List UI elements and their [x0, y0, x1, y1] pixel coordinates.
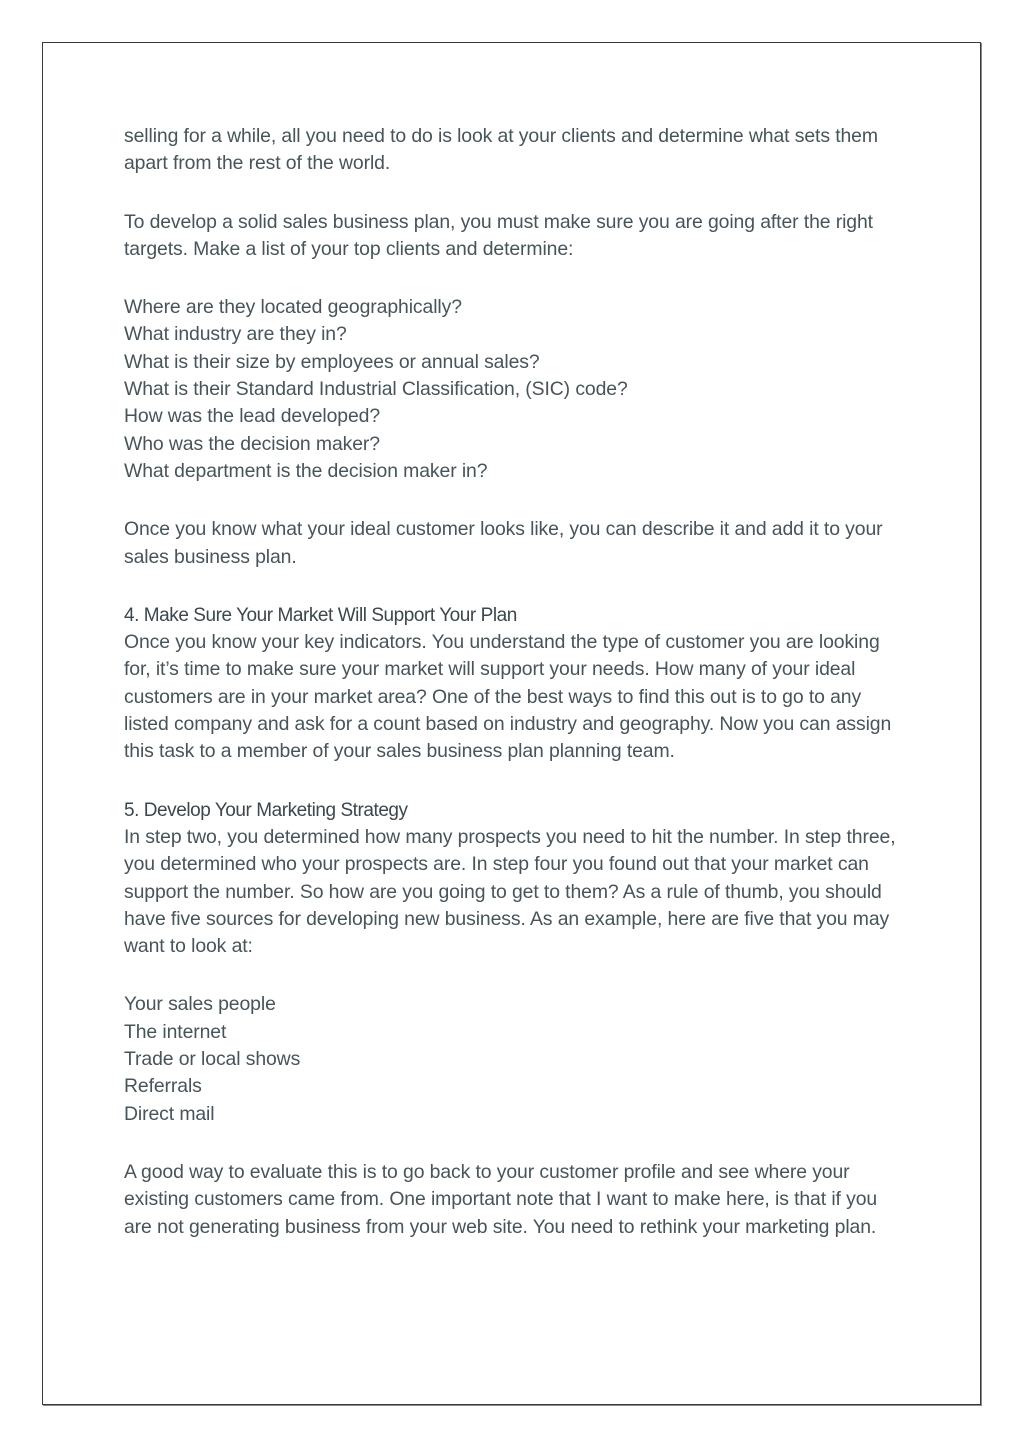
- closing-paragraph: A good way to evaluate this is to go back to your customer profile and see where your existing customers came from. One important note that I want to make here, is that if you are not generating business from your web site. You need to rethink your marketing plan.: [124, 1160, 878, 1238]
- client-question: What is their Standard Industrial Classification, (SIC) code?: [124, 378, 628, 401]
- section-4-body: Once you know your key indicators. You understand the type of customer you are looking for, it’s time to make sure your market will support your needs. How many of your ideal customers are in your market area? One of the best ways to find this out is to go to any listed company and ask for a count based on industry and geography. Now you can assign this task to a member of your sales business plan planning team.: [124, 631, 892, 763]
- client-question: How was the lead developed?: [124, 405, 381, 428]
- sources-list: [124, 991, 904, 1127]
- client-question: Who was the decision maker?: [124, 432, 380, 455]
- client-question: What is their size by employees or annual sales?: [124, 350, 540, 373]
- client-question: What industry are they in?: [124, 323, 347, 346]
- source-item: Direct mail: [124, 1102, 215, 1125]
- section-5-heading: 5. Develop Your Marketing Strategy: [124, 799, 408, 821]
- source-item: Your sales people: [124, 993, 276, 1016]
- ideal-customer-paragraph: Once you know what your ideal customer looks like, you can describe it and add it to your sales business plan.: [124, 518, 883, 568]
- client-question: Where are they located geographically?: [124, 296, 462, 319]
- section-5-body: In step two, you determined how many prospects you need to hit the number. In step three, you determined who your prospects are. In step four you found out that your market can support the number. So how are you going to get to them? As a rule of thumb, you should have five sources for developing new business. As an example, here are five that you may want to look at:: [124, 825, 896, 958]
- client-questions-list: [124, 294, 904, 485]
- targets-paragraph: To develop a solid sales business plan, you must make sure you are going after the right targets. Make a list of your top clients and determine:: [124, 210, 873, 260]
- source-item: Trade or local shows: [124, 1048, 301, 1071]
- source-item: Referrals: [124, 1075, 202, 1098]
- intro-paragraph: selling for a while, all you need to do is look at your clients and determine what sets them apart from the rest of the world.: [124, 125, 878, 175]
- source-item: The internet: [124, 1020, 227, 1043]
- client-question: What department is the decision maker in?: [124, 459, 488, 482]
- section-4-heading: 4. Make Sure Your Market Will Support Your Plan: [124, 604, 517, 626]
- document-body: [124, 123, 904, 1241]
